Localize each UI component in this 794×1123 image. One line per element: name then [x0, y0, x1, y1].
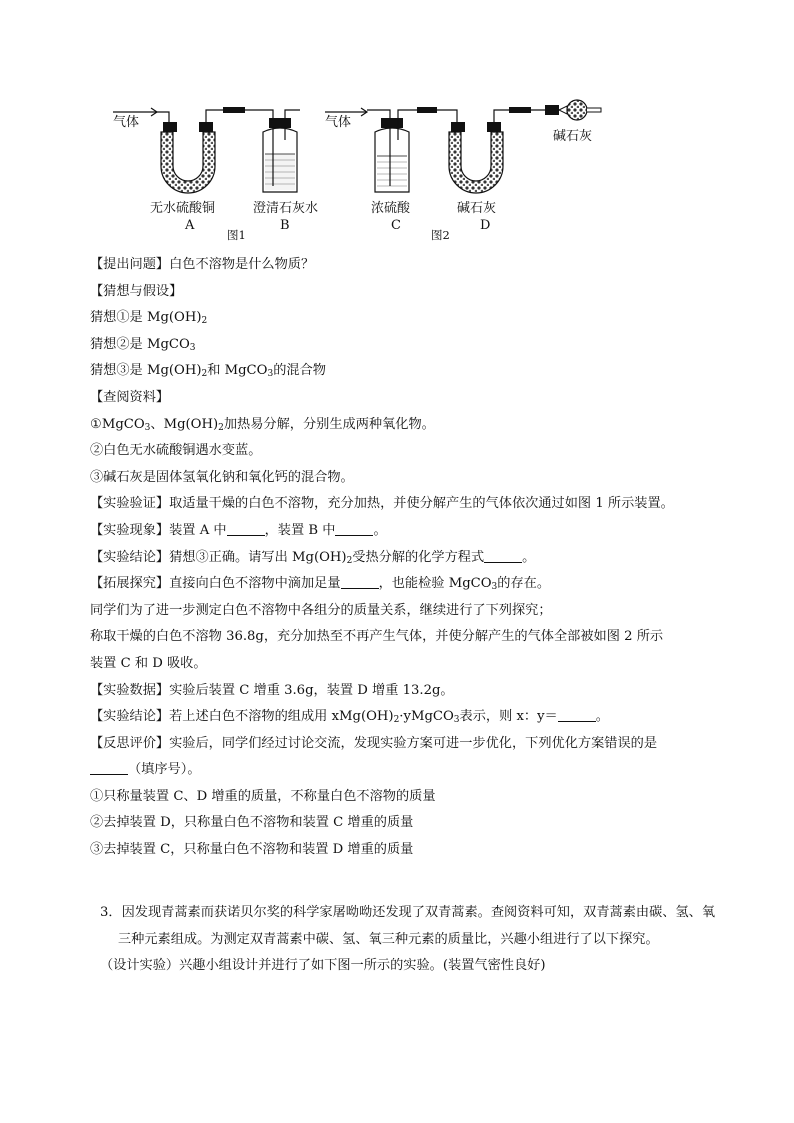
- line-conclusion-2: 【实验结论】若上述白色不溶物的组成用 $xMg(OH)_2\cdot yMgCO_3$表示，则 x：y＝ 。: [90, 709, 609, 726]
- u-tube-D: [449, 122, 503, 193]
- line-hypothesis-3: 猜想③是 $Mg(OH)_2$和 MgCO$_3$的混合物: [90, 363, 326, 380]
- line-data: 【实验数据】实验后装置 C 增重 3.6g，装置 D 增重 13.2g。: [90, 682, 454, 698]
- line-question: 【提出问题】白色不溶物是什么物质？: [90, 257, 315, 272]
- question-3-design: （设计实验）兴趣小组设计并进行了如下图一所示的实验。(装置气密性良好): [100, 958, 546, 974]
- line-reference-2: ②白色无水硫酸铜遇水变蓝。: [90, 443, 262, 459]
- line-further-study: 同学们为了进一步测定白色不溶物中各组分的质量关系，继续进行了下列探究；: [90, 602, 552, 618]
- question-3: [90, 900, 720, 980]
- line-verification: 【实验验证】取适量干燥的白色不溶物，充分加热，并使分解产生的气体依次通过如图 1 所示装置。: [90, 496, 674, 512]
- line-weigh: 称取干燥的白色不溶物 36.8g，充分加热至不再产生气体，并使分解产生的气体全部被如图 2 所示: [90, 629, 664, 645]
- line-option-1: ①只称量装置 C、D 增重的质量，不称量白色不溶物的质量: [90, 788, 436, 804]
- line-extension: 【拓展探究】直接向白色不溶物中滴加足量 ，也能检验 MgCO$_3$的存在。: [90, 576, 551, 593]
- label-A: 无水硫酸铜: [150, 201, 216, 216]
- drying-tube-label: 碱石灰: [553, 129, 593, 144]
- line-absorb: 装置 C 和 D 吸收。: [90, 655, 207, 671]
- u-tube-A: [161, 122, 215, 193]
- bottle-B: [263, 118, 297, 192]
- label-D: 碱石灰: [457, 201, 497, 216]
- apparatus-diagram: [105, 96, 625, 244]
- line-reference-heading: 【查阅资料】: [90, 389, 170, 405]
- answer-blank: [90, 761, 128, 775]
- fig1-caption: 图1: [227, 228, 246, 242]
- line-reference-3: ③碱石灰是固体氢氧化钠和氧化钙的混合物。: [90, 469, 354, 485]
- letter-A: A: [185, 218, 195, 233]
- question-3-stem: 3．因发现青蒿素而获诺贝尔奖的科学家屠呦呦还发现了双青蒿素。查阅资料可知，双青蒿素由碳、氢、氧三种元素组成。为测定双青蒿素中碳、氢、氧三种元素的质量比，兴趣小组进行了以下探究。: [100, 905, 716, 947]
- line-hypothesis-1: 猜想①是 $Mg(OH)_2$: [90, 310, 208, 327]
- line-hypothesis-heading: 【猜想与假设】: [90, 283, 183, 299]
- line-option-3: ③去掉装置 C，只称量白色不溶物和装置 D 增重的质量: [90, 842, 414, 858]
- label-C: 浓硫酸: [371, 201, 411, 216]
- answer-blank: [335, 522, 373, 536]
- drying-tube: [545, 100, 601, 120]
- answer-blank: [227, 522, 265, 536]
- answer-blank: [341, 575, 379, 589]
- gas-label-1: 气体: [113, 115, 140, 130]
- apparatus-figure: [105, 96, 625, 244]
- line-conclusion-1: 【实验结论】猜想③正确。请写出 $Mg(OH)_2$受热分解的化学方程式 。: [90, 549, 536, 566]
- gas-label-2: 气体: [325, 115, 352, 130]
- answer-blank: [484, 549, 522, 563]
- letter-B: B: [280, 218, 290, 233]
- line-option-2: ②去掉装置 D，只称量白色不溶物和装置 C 增重的质量: [90, 815, 414, 831]
- line-reflection: 【反思评价】实验后，同学们经过讨论交流，发现实验方案可进一步优化，下列优化方案错误的是: [90, 735, 658, 751]
- answer-blank: [558, 708, 596, 722]
- line-phenomenon: 【实验现象】装置 A 中 ，装置 B 中 。: [90, 522, 387, 538]
- letter-C: C: [391, 218, 401, 233]
- line-reflection-blank: （填序号）。: [90, 757, 710, 784]
- label-B: 澄清石灰水: [253, 201, 319, 216]
- letter-D: D: [480, 218, 491, 233]
- bottle-C: [375, 118, 409, 192]
- fig2-caption: 图2: [431, 228, 450, 242]
- line-reference-1: ①MgCO$_3$、$Mg(OH)_2$加热易分解，分别生成两种氧化物。: [90, 416, 435, 433]
- question-body: [90, 252, 710, 864]
- line-hypothesis-2: 猜想②是 MgCO$_3$: [90, 336, 196, 353]
